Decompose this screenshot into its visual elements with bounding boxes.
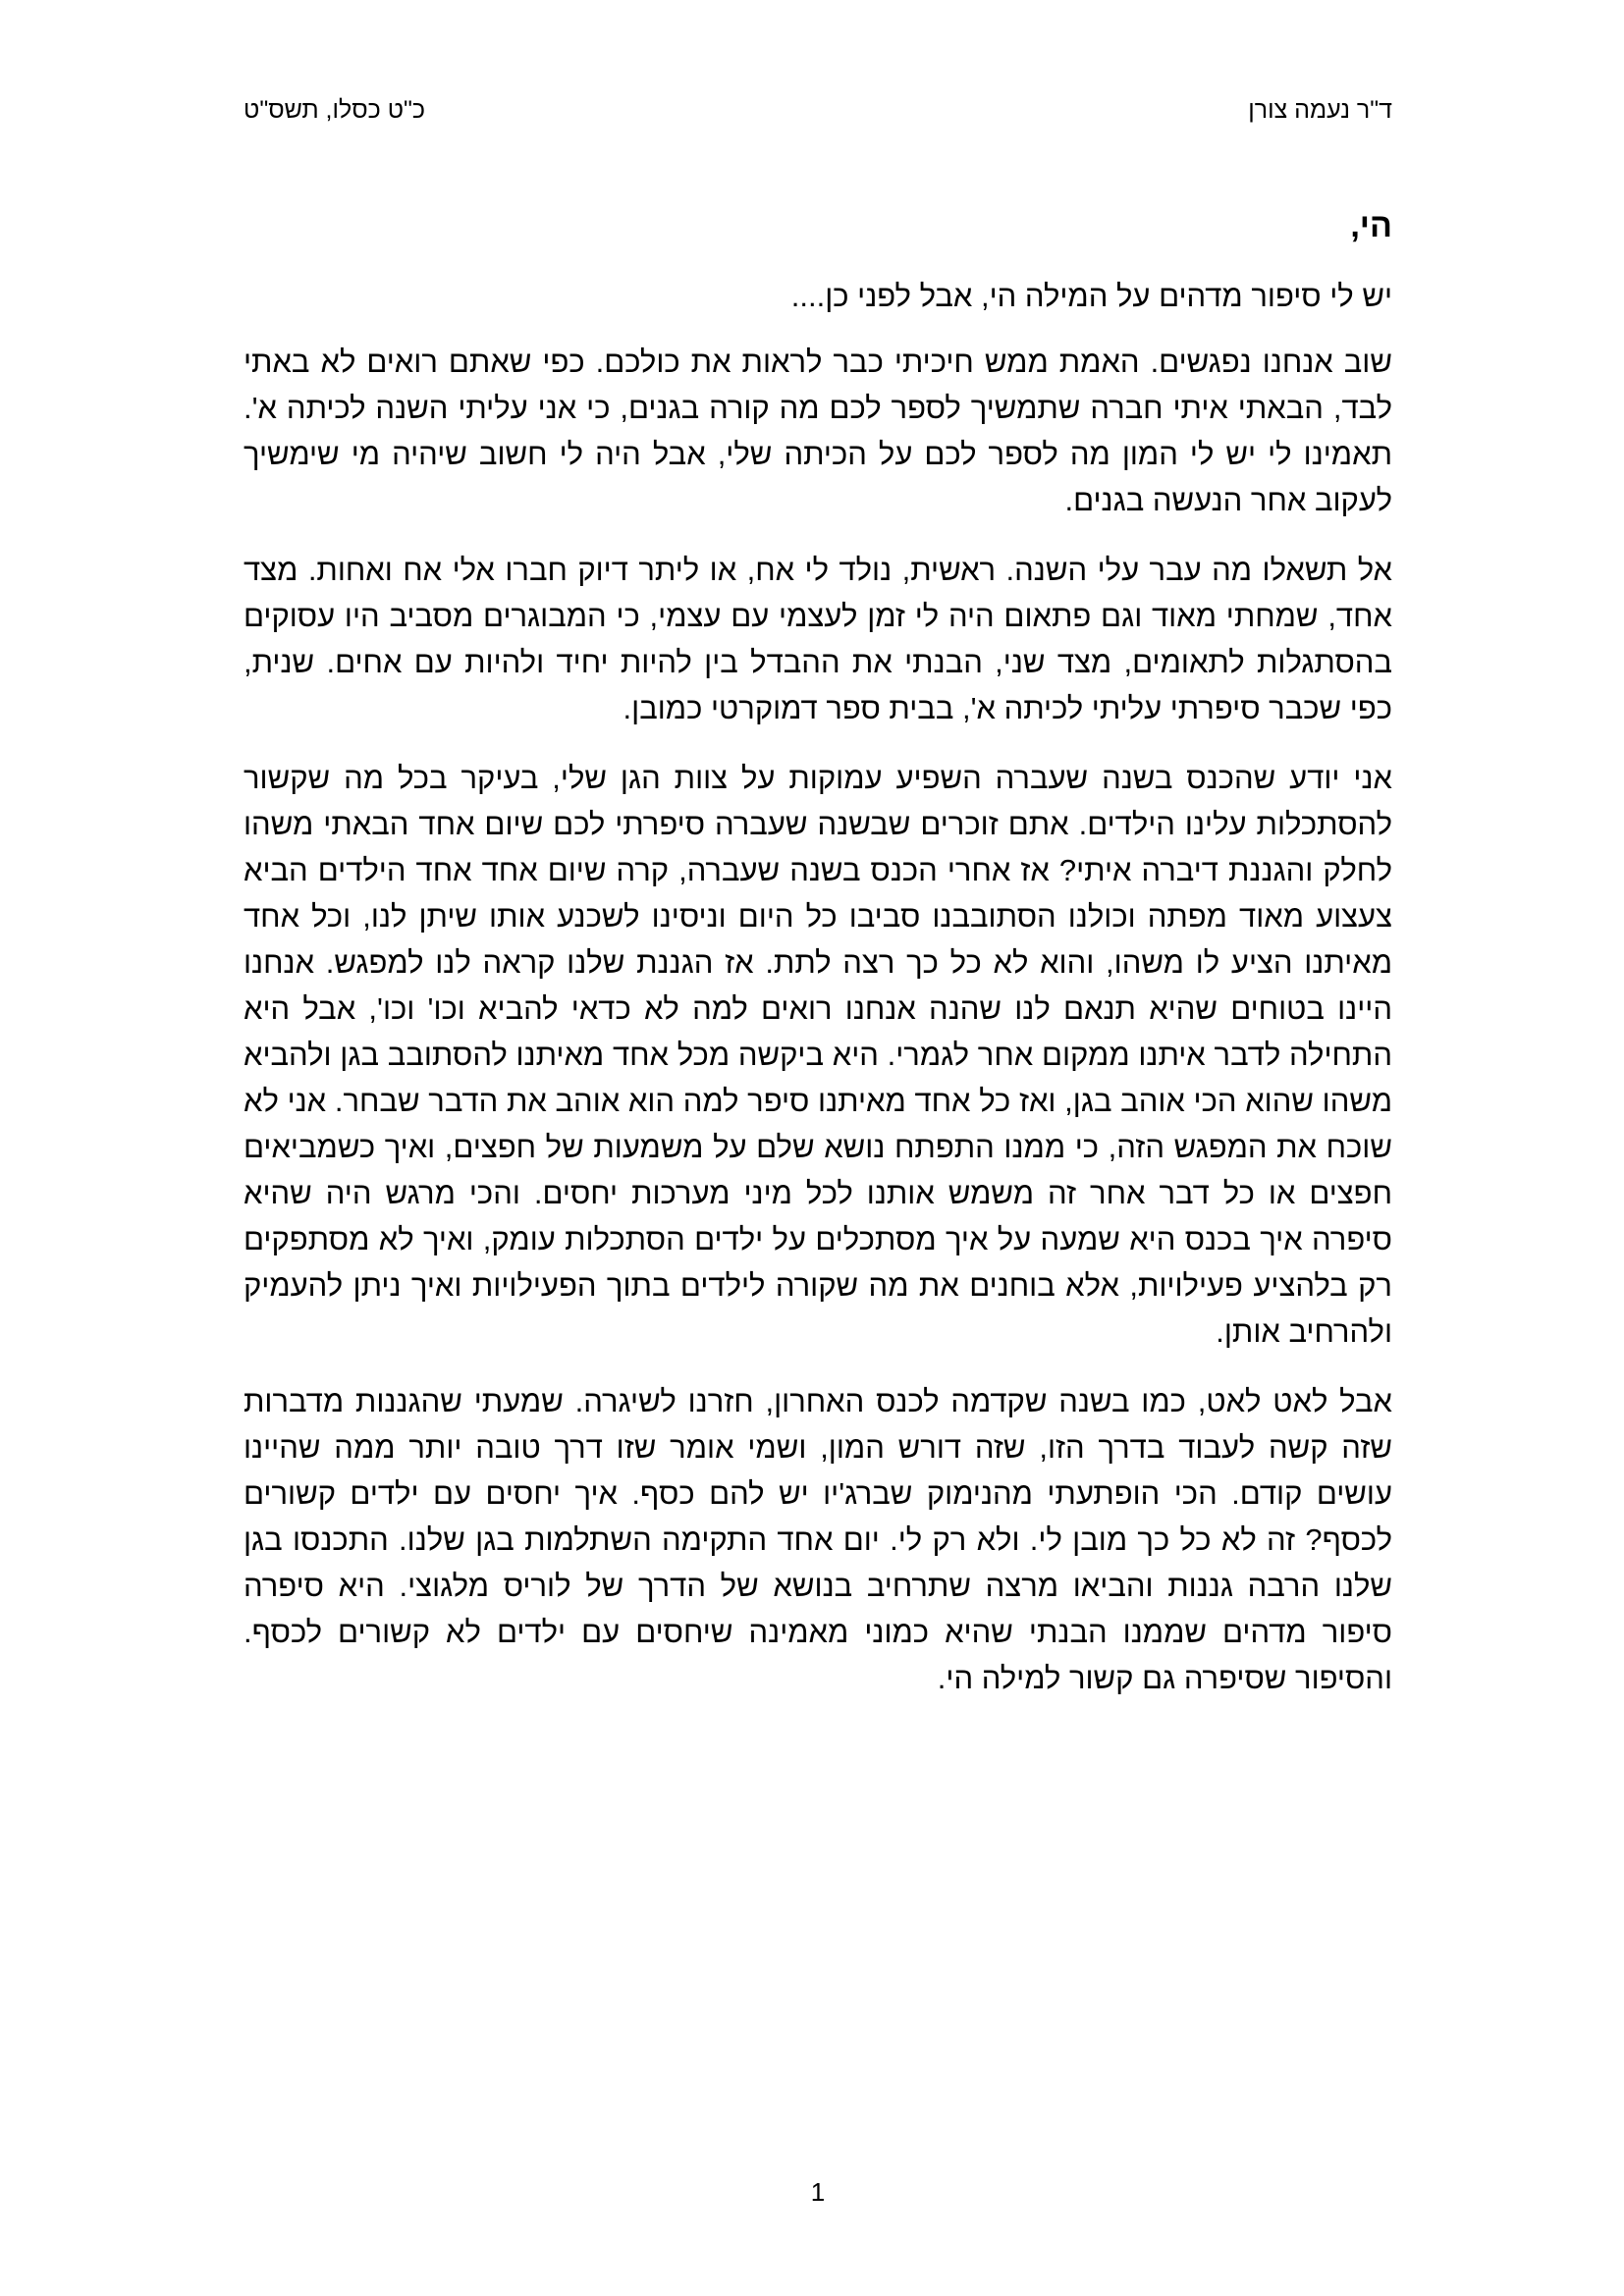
- paragraph: אל תשאלו מה עבר עלי השנה. ראשית, נולד לי אח, או ליתר דיוק חברו אלי אח ואחות. מצד אחד, שמחתי מאוד וגם פתאום היה לי זמן לעצמי עם עצמי, כי המבוגרים מסביב היו עסוקים בהסתגלות לתאומים, מצד שני, הבנתי את ההבדל בין להיות יחיד ולהיות עם אחים. שנית, כפי שכבר סיפרתי עליתי לכיתה א', בבית ספר דמוקרטי כמובן.: [244, 553, 1392, 725]
- document-body: [244, 204, 1392, 1725]
- header-date: כ"ט כסלו, תשס"ט: [244, 96, 426, 124]
- greeting-heading: הי,: [1350, 207, 1392, 244]
- paragraph: אבל לאט לאט, כמו בשנה שקדמה לכנס האחרון, חזרנו לשיגרה. שמעתי שהגננות מדברות שזה קשה לעבוד בדרך הזו, שזה דורש המון, ושמי אומר שזו דרך טובה יותר ממה שהיינו עושים קודם. הכי הופתעתי מהנימוק שברג'יו יש להם כסף. איך יחסים עם ילדים קשורים לכסף? זה לא כל כך מובן לי. ולא רק לי. יום אחד התקימה השתלמות בגן שלנו. התכנסו בגן שלנו הרבה גננות והביאו מרצה שתרחיב בנושא של הדרך של לוריס מלגוצי. היא סיפרה סיפור מדהים שממנו הבנתי שהיא כמוני מאמינה שיחסים עם ילדים לא קשורים לכסף. והסיפור שסיפרה גם קשור למילה הי.: [244, 1384, 1392, 1695]
- header-author: ד"ר נעמה צורן: [1248, 96, 1392, 124]
- paragraph: שוב אנחנו נפגשים. האמת ממש חיכיתי כבר לראות את כולכם. כפי שאתם רואים לא באתי לבד, הבאתי איתי חברה שתמשיך לספר לכם מה קורה בגנים, כי אני עליתי השנה לכיתה א'. תאמינו לי יש לי המון מה לספר לכם על הכיתה שלי, אבל היה לי חשוב שיהיה מי שימשיך לעקוב אחר הנעשה בגנים.: [244, 345, 1392, 517]
- page-number: 1: [810, 2177, 826, 2207]
- paragraph-intro: יש לי סיפור מדהים על המילה הי, אבל לפני כן....: [790, 279, 1392, 313]
- page-header: [244, 96, 1392, 135]
- paragraph: אני יודע שהכנס בשנה שעברה השפיע עמוקות על צוות הגן שלי, בעיקר בכל מה שקשור להסתכלות עלינו הילדים. אתם זוכרים שבשנה שעברה סיפרתי לכם שיום אחד הבאתי משהו לחלק והגננת דיברה איתי? אז אחרי הכנס בשנה שעברה, קרה שיום אחד אחד הילדים הביא צעצוע מאוד מפתה וכולנו הסתובבנו סביבו כל היום וניסינו לשכנע אותו שיתן לנו, וכל אחד מאיתנו הציע לו משהו, והוא לא כל כך רצה לתת. אז הגננת שלנו קראה לנו למפגש. אנחנו היינו בטוחים שהיא תנאם לנו שהנה אנחנו רואים למה לא כדאי להביא וכו' וכו', אבל היא התחילה לדבר איתנו ממקום אחר לגמרי. היא ביקשה מכל אחד מאיתנו להסתובב בגן ולהביא משהו שהוא הכי אוהב בגן, ואז כל אחד מאיתנו סיפר למה הוא אוהב את הדבר שבחר. אני לא שוכח את המפגש הזה, כי ממנו התפתח נושא שלם על משמעות של חפצים, ואיך כשמביאים חפצים או כל דבר אחר זה משמש אותנו לכל מיני מערכות יחסים. והכי מרגש היה שהיא סיפרה איך בכנס היא שמעה על איך מסתכלים על ילדים הסתכלות עומק, ואיך לא מסתפקים רק בלהציע פעילויות, אלא בוחנים את מה שקורה לילדים בתוך הפעילויות ואיך ניתן להעמיק ולהרחיב אותן.: [244, 761, 1392, 1349]
- document-page: [244, 0, 1392, 2296]
